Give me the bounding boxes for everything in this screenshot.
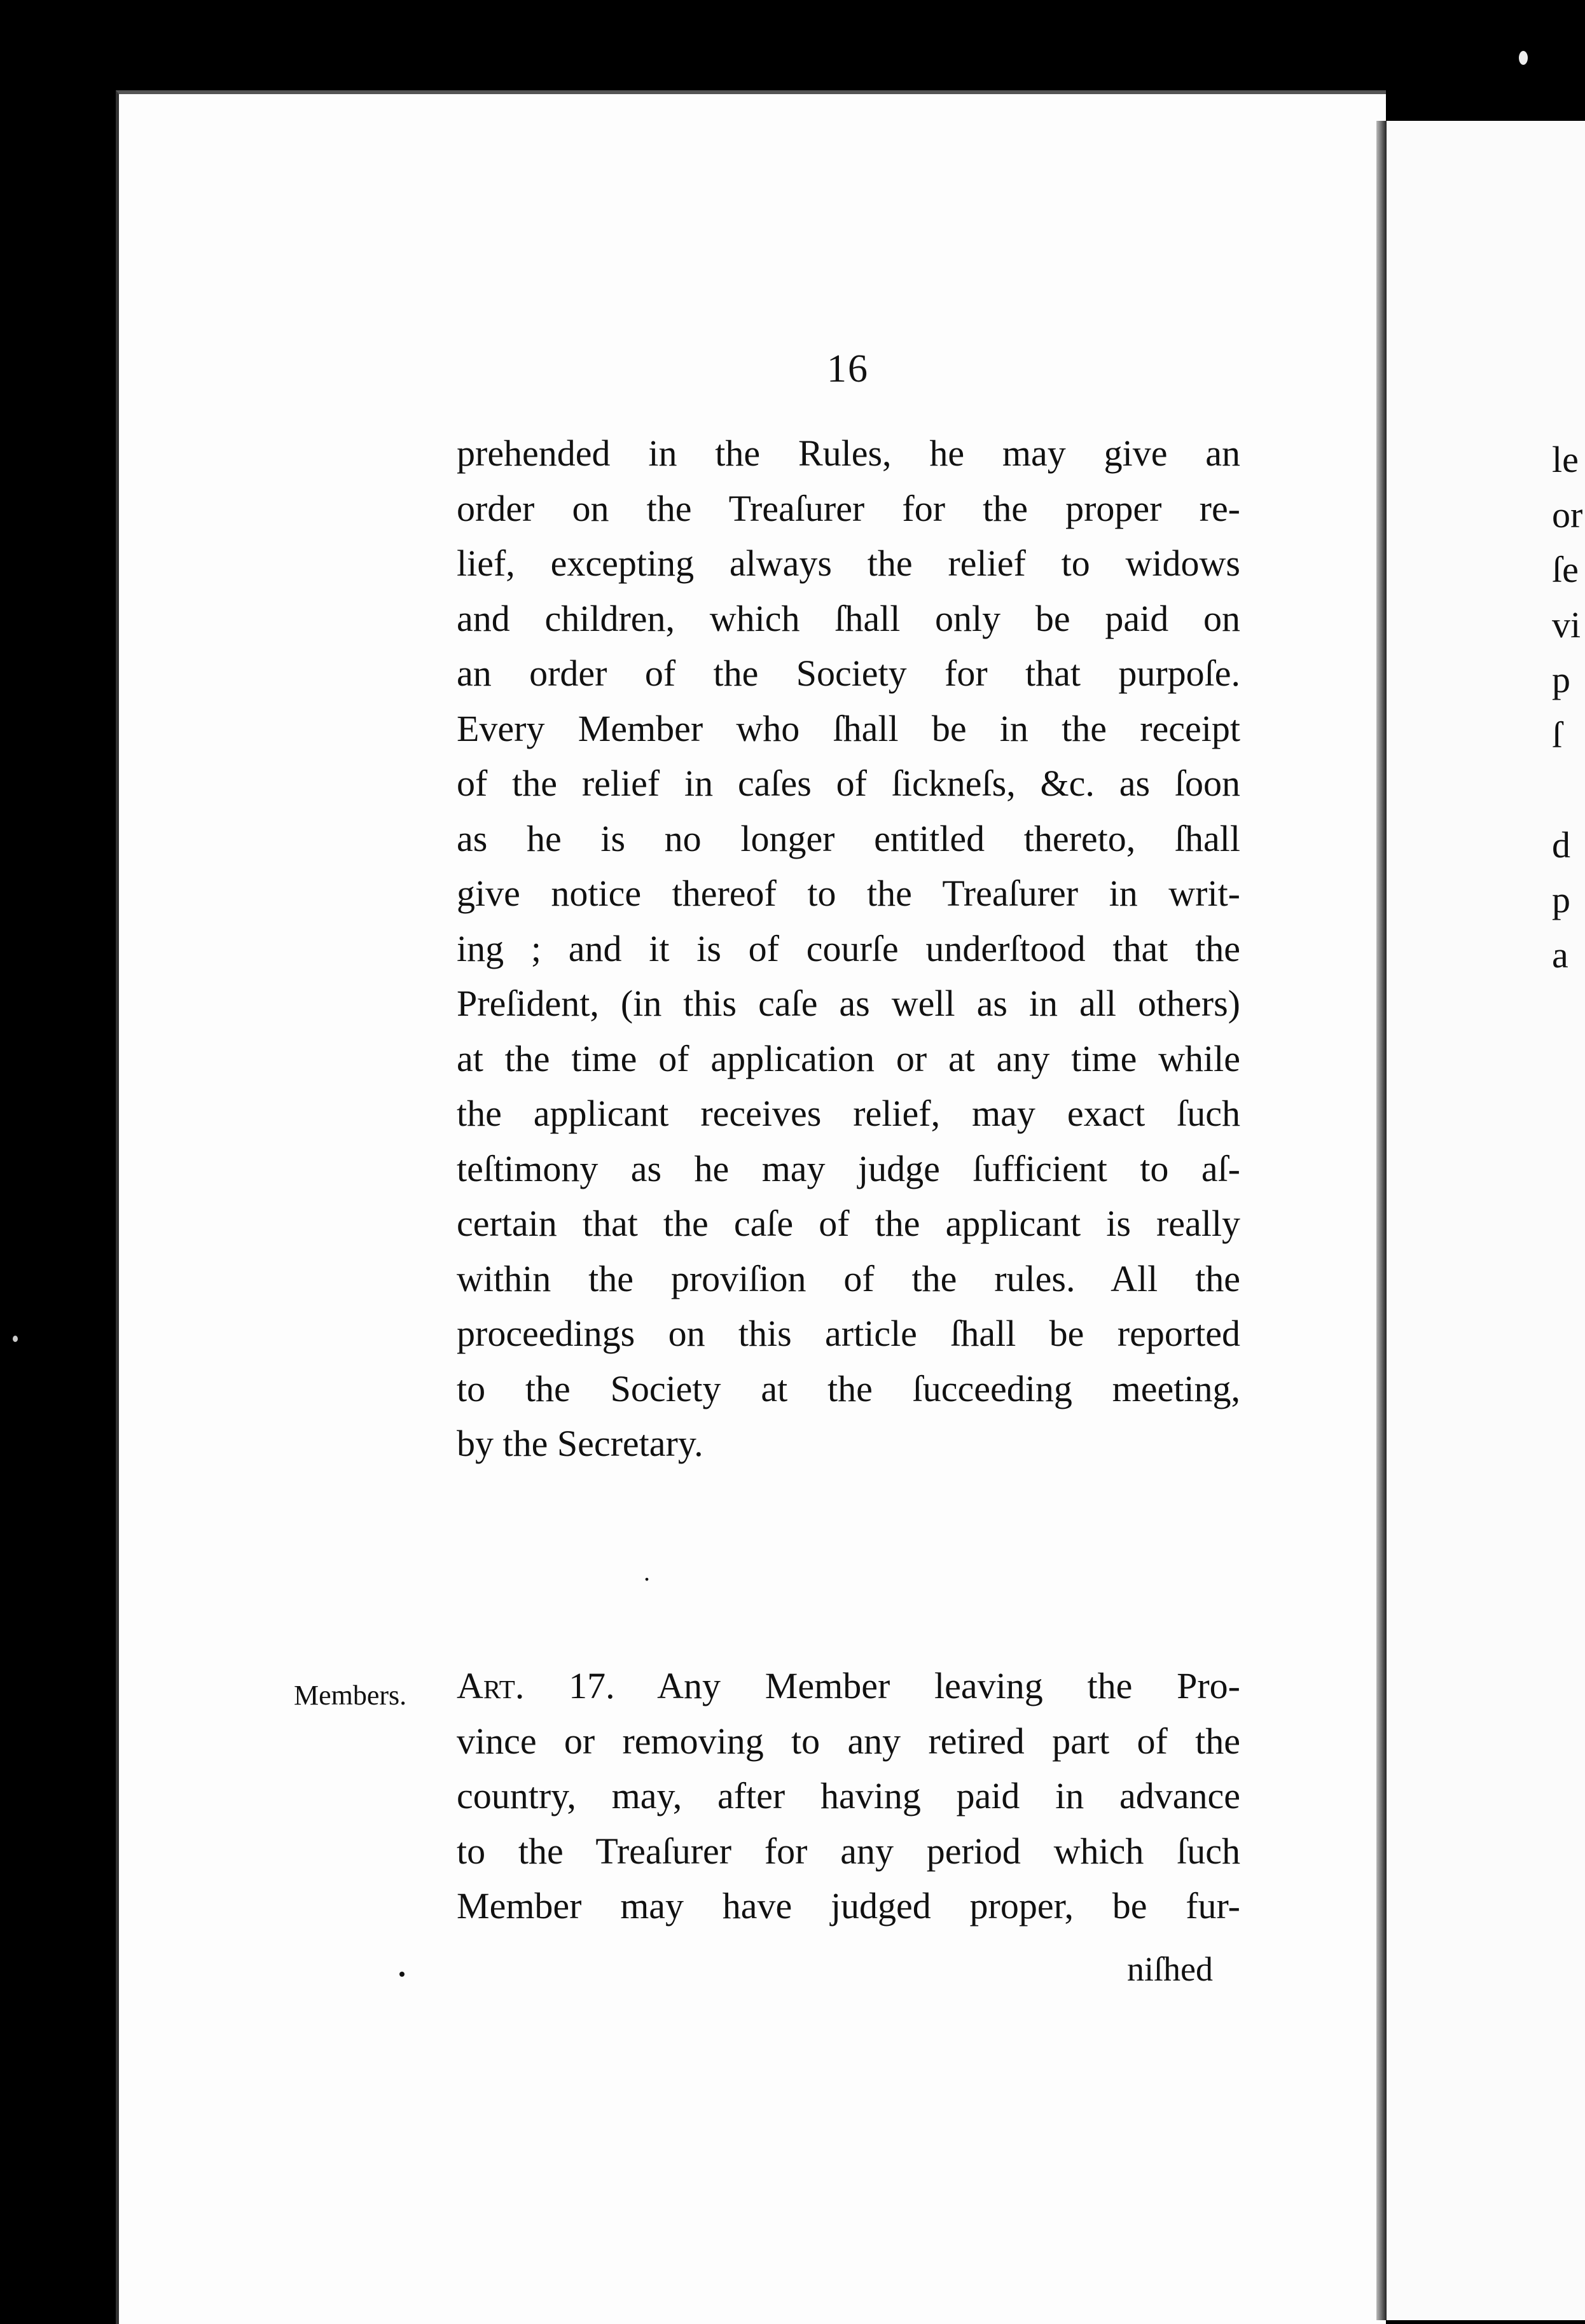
text-line: the applicant receives relief, may exact ſuch bbox=[457, 1093, 1240, 1134]
text-line: give notice thereof to the Treaſurer in writ- bbox=[457, 873, 1240, 914]
text-line: ing ; and it is of courſe underſtood that the bbox=[457, 927, 1240, 969]
facing-fragment bbox=[1552, 763, 1585, 818]
facing-fragment: p bbox=[1552, 659, 1570, 700]
catchword: niſhed bbox=[1127, 1950, 1213, 1988]
article-first-line bbox=[457, 1659, 1240, 1714]
facing-fragment: ſ bbox=[1552, 714, 1563, 756]
facing-fragment: p bbox=[1552, 879, 1570, 920]
margin-note: Members. bbox=[294, 1680, 407, 1711]
page-number: 16 bbox=[827, 347, 869, 391]
facing-fragment: d bbox=[1552, 824, 1570, 866]
facing-fragment: a bbox=[1552, 934, 1568, 976]
text-line: order on the Treaſurer for the proper re- bbox=[457, 487, 1240, 529]
facing-page-text bbox=[1552, 432, 1585, 983]
text-line: an order of the Society for that purpoſe. bbox=[457, 653, 1240, 694]
text-line: Every Member who ſhall be in the receipt bbox=[457, 707, 1240, 749]
text-line: Preſident, (in this caſe as well as in all others) bbox=[457, 983, 1240, 1024]
text-line: Member may have judged proper, be fur- bbox=[457, 1885, 1240, 1926]
text-line: Any Member leaving the Pro- bbox=[657, 1665, 1240, 1706]
facing-fragment: le bbox=[1552, 439, 1579, 480]
text-line: proceedings on this article ſhall be reported bbox=[457, 1313, 1240, 1354]
text-line: within the proviſion of the rules. All the bbox=[457, 1257, 1240, 1299]
text-line: and children, which ſhall only be paid on bbox=[457, 597, 1240, 639]
separator-mark: . bbox=[644, 1558, 650, 1586]
scan-speck bbox=[399, 1972, 405, 1977]
text-line: as he is no longer entitled thereto, ſhall bbox=[457, 817, 1240, 859]
page-gutter bbox=[1376, 121, 1387, 2320]
text-line: at the time of application or at any time while bbox=[457, 1037, 1240, 1079]
scan-speck bbox=[13, 1336, 18, 1342]
facing-fragment: ſe bbox=[1552, 549, 1579, 590]
text-line: lief, excepting always the relief to widows bbox=[457, 543, 1240, 584]
text-line: certain that the caſe of the applicant is really bbox=[457, 1203, 1240, 1244]
text-line: by the Secretary. bbox=[457, 1423, 703, 1464]
text-line: teſtimony as he may judge ſufficient to aſ- bbox=[457, 1147, 1240, 1189]
scan-background bbox=[1387, 0, 1585, 121]
text-line: to the Treaſurer for any period which ſuch bbox=[457, 1830, 1240, 1872]
facing-fragment: or bbox=[1552, 494, 1583, 536]
text-line: prehended in the Rules, he may give an bbox=[457, 432, 1240, 474]
article-label: Art. 17. bbox=[457, 1665, 615, 1706]
article-17 bbox=[457, 1659, 1240, 1934]
facing-fragment: vi bbox=[1552, 604, 1581, 646]
text-line: of the relief in caſes of ſickneſs, &c. as ſoon bbox=[457, 763, 1240, 804]
text-line: vince or removing to any retired part of the bbox=[457, 1720, 1240, 1762]
text-line: to the Society at the ſucceeding meeting, bbox=[457, 1367, 1240, 1409]
text-line: country, may, after having paid in advance bbox=[457, 1775, 1240, 1816]
scan-speck bbox=[1519, 51, 1528, 65]
body-paragraph bbox=[457, 426, 1240, 1472]
